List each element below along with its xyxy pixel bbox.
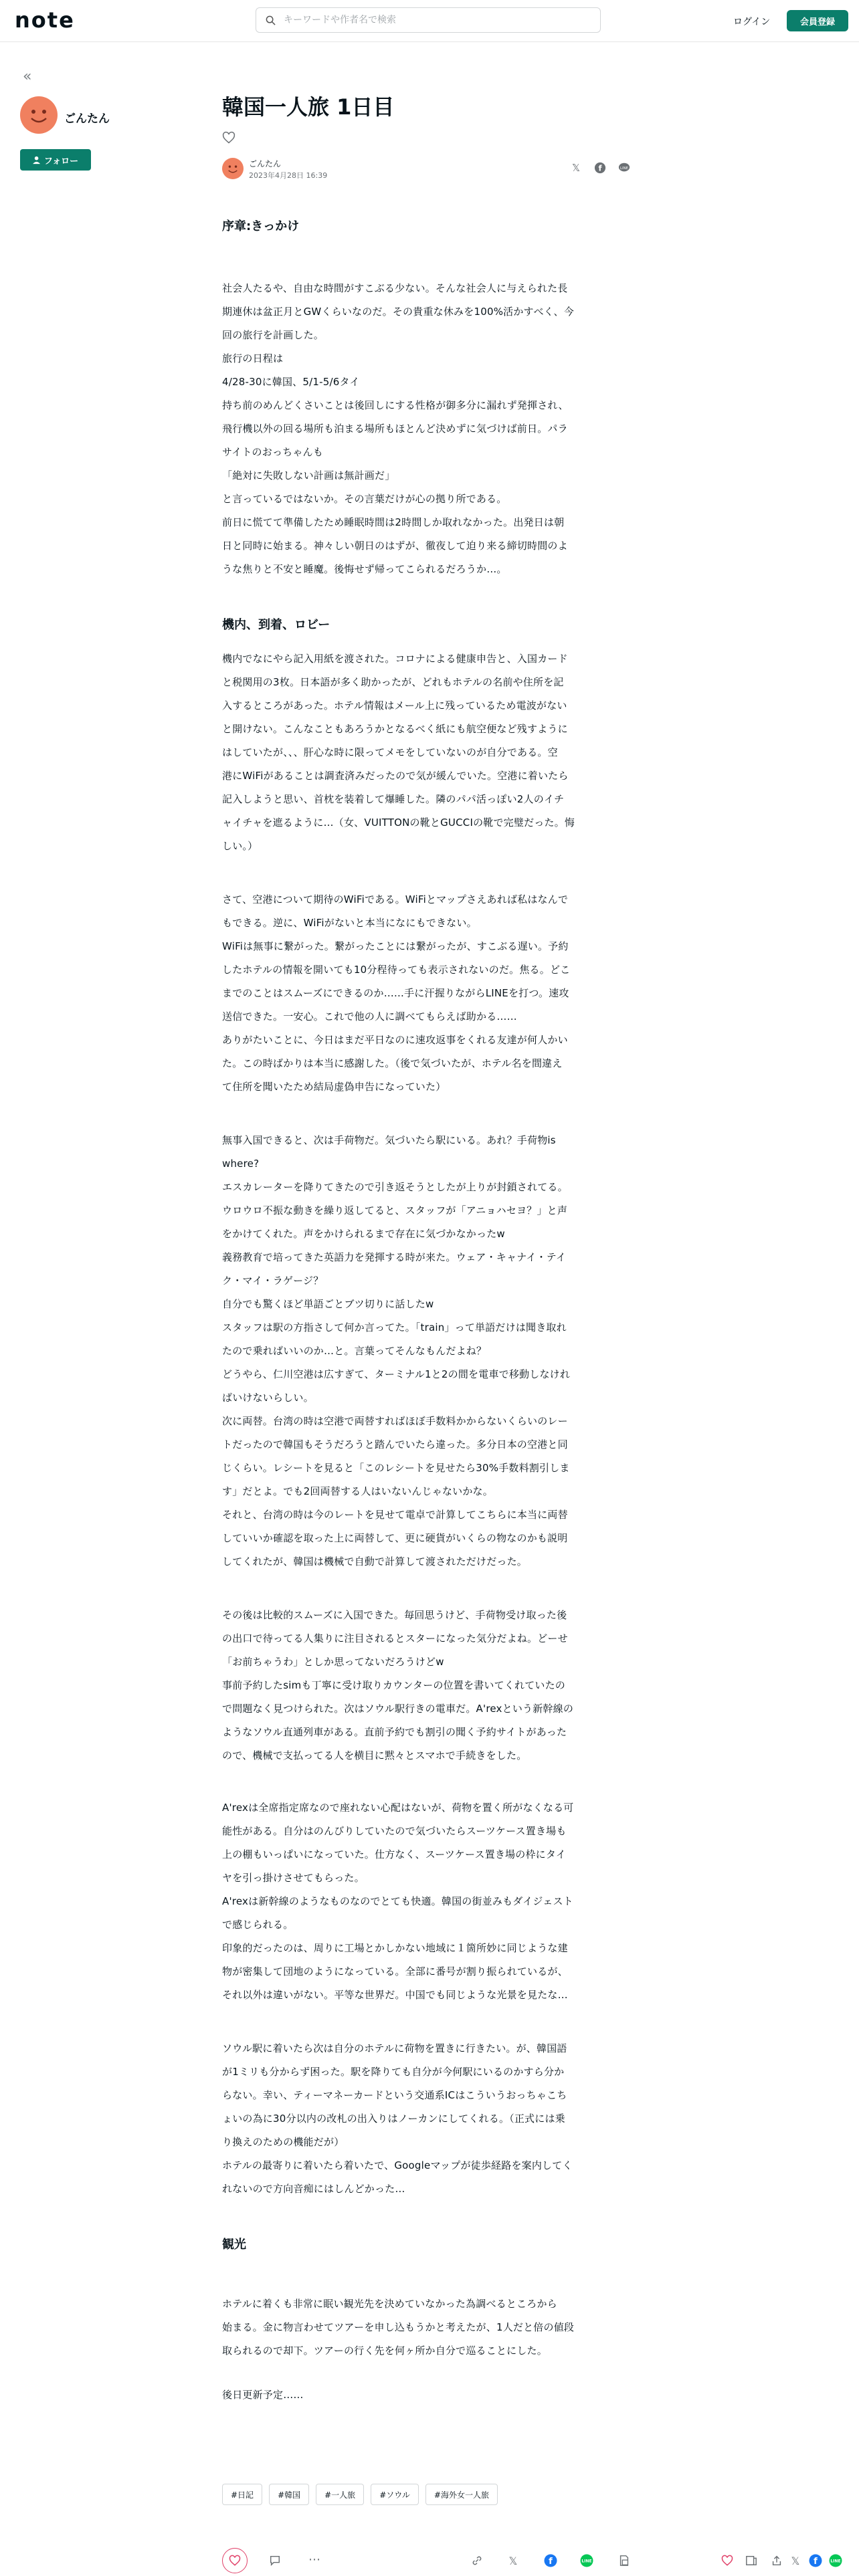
section-heading: 序章:きっかけ — [222, 219, 300, 233]
line-icon[interactable] — [579, 2553, 594, 2568]
facebook-icon[interactable] — [808, 2553, 823, 2568]
paragraph: ホテルに着くも非常に眠い観光先を決めていなかった為調べるところから 始まる。金に物言わせてツアーを申し込もうかと考えたが、1人だと倍の値段 取られるので却下。ツアーの行く先を何ヶ所か自分で巡ることにした。 — [222, 2298, 575, 2357]
svg-text:f: f — [549, 2557, 553, 2567]
hashtag[interactable]: #一人旅 — [316, 2484, 364, 2505]
hashtag-list — [222, 2484, 498, 2505]
follow-label: フォロー — [43, 156, 79, 167]
heart-icon[interactable] — [222, 131, 235, 144]
hashtag[interactable]: #日記 — [222, 2484, 262, 2505]
note-logo[interactable]: note — [15, 7, 75, 33]
search-input[interactable] — [282, 14, 579, 26]
share-icons — [569, 160, 632, 175]
author-name-small[interactable]: ごんたん — [249, 159, 282, 169]
login-link[interactable]: ログイン — [733, 17, 771, 27]
paragraph: 社会人たるや、自由な時間がすこぶる少ない。そんな社会人に与えられた長 期連休は盆正月とGWくらいなのだ。その貴重な休みを100%活かすべく、今 回の旅行を計画した。 旅行の日程は 4/28-30に韓国、5/1-5/6タイ 持ち前のめんどくさいことは後回しにする性格が御多分に漏れず発揮され、 飛行機以外の回る場所も泊まる場所もほとんど決めずに気づけば前日。パラ サイトのおっちゃんも 「絶対に失敗しない計画は無計画だ」 と言っているではないか。その言葉だけが心の拠り所である。 前日に慌てて準備したため睡眠時間は2時間しか取れなかった。出発日は朝 日と同時に始まる。神々しい朝日のはずが、徹夜して迫り来る締切時間のよ うな焦りと不安と睡魔。後悔せず帰ってこられるだろうか…。 — [222, 282, 574, 575]
line-icon[interactable] — [617, 160, 632, 175]
comment-icon[interactable] — [268, 2553, 282, 2568]
svg-text:f: f — [598, 163, 602, 173]
paragraph: ソウル駅に着いたら次は自分のホテルに荷物を置きに行きたい。が、韓国語 が1ミリも分からず困った。駅を降りても自分が今何駅にいるのかすら分か らない。幸い、ティーマネーカードという交通系ICはこういうおっちゃこち ょいの為に30分以内の改札の出入りはノーカンにしてくれる。（正式には乗 り換えのための機能だが） ホテルの最寄りに着いたら着いたで、Googleマップが徒歩経路を案内してく れないので方向音痴にはしんどかった… — [222, 2042, 573, 2195]
more-icon[interactable]: ⋯ — [308, 2552, 320, 2567]
article-action-bar — [0, 2547, 859, 2576]
hashtag[interactable]: #韓国 — [269, 2484, 309, 2505]
paragraph: 後日更新予定…… — [222, 2389, 304, 2401]
hashtag[interactable]: #海外女一人旅 — [425, 2484, 498, 2505]
heart-icon[interactable] — [222, 2548, 248, 2573]
facebook-icon[interactable] — [543, 2553, 558, 2568]
search-icon — [266, 15, 276, 25]
x-icon[interactable]: 𝕏 — [571, 162, 581, 174]
section-heading: 機内、到着、ロビー — [222, 618, 330, 632]
svg-text:LINE: LINE — [620, 166, 628, 171]
svg-text:f: f — [814, 2557, 818, 2567]
author-avatar-small[interactable] — [222, 158, 244, 179]
line-icon[interactable] — [828, 2553, 843, 2568]
author-avatar[interactable] — [20, 96, 58, 134]
heart-icon[interactable] — [720, 2553, 735, 2568]
search-box[interactable] — [256, 7, 601, 33]
user-plus-icon — [33, 156, 41, 165]
svg-text:LINE: LINE — [581, 2559, 592, 2564]
paragraph: さて、空港について期待のWiFiである。WiFiとマップさえあれば私はなんで もできる。逆に、WiFiがないと本当になにもできない。 WiFiは無事に繋がった。繋がったことには繋がったが、すこぶる遅い。予約 したホテルの情報を開いても10分程待っても表示されないのだ。焦る。どこ までのことはスムーズにできるのか……手に汗握りながらLINEを打つ。速攻 送信できた。一安心。これで他の人に調べてもらえば助かる…… ありがたいことに、今日はまだ平日なのに速攻返事をくれる友達が何人かい た。この時ばかりは本当に感謝した。（後で気づいたが、ホテル名を間違え て住所を聞いたため結局虚偽申告になっていた） — [222, 893, 571, 1093]
paragraph: A'rexは全席指定席なので座れない心配はないが、荷物を置く所がなくなる可 能性がある。自分はのんびりしていたので気づいたらスーツケース置き場も 上の棚もいっぱいになっていた。仕方なく、スーツケース置き場の枠にタイ ヤを引っ掛けさせてもらった。 A'rexは新幹線のようなものなのでとても快適。韓国の街並みもダイジェスト で感じられる。 印象的だったのは、周りに工場とかしかない地域に１箇所妙に同じような建 物が密集して団地のようになっている。全部に番号が割り振られているが、 それ以外は違いがない。平等な世界だ。中国でも同じような光景を見たな… — [222, 1802, 574, 2001]
article-title: 韓国一人旅 1日目 — [222, 94, 395, 120]
svg-text:LINE: LINE — [830, 2559, 841, 2564]
follow-button[interactable] — [20, 149, 91, 171]
x-icon[interactable]: 𝕏 — [508, 2554, 518, 2567]
facebook-icon[interactable] — [593, 160, 607, 175]
collapse-sidebar-icon[interactable]: « — [23, 68, 32, 85]
publish-date: 2023年4月28日 16:39 — [249, 171, 328, 180]
magazine-icon[interactable] — [744, 2553, 759, 2568]
author-name[interactable]: ごんたん — [64, 112, 110, 126]
hashtag[interactable]: #ソウル — [371, 2484, 419, 2505]
link-icon[interactable] — [470, 2553, 484, 2568]
paragraph: 機内でなにやら記入用紙を渡された。コロナによる健康申告と、入国カード と税関用の3枚。日本語が多く助かったが、どれもホテルの名前や住所を記 入するところがあった。ホテル情報はメール上に残っているため電波がない と開けない。こんなこともあろうかとなるべく紙にも航空便など残すように はしていたが、、、肝心な時に限ってメモをしていないのが自分である。空 港にWiFiがあることは調査済みだったので気が緩んでいた。空港に着いたら 記入しようと思い、首枕を装着して爆睡した。隣のパパ活っぽい2人のイチ ャイチャを遮るように…（女、VUITTONの靴とGUCCIの靴で完璧だった。悔 しい。） — [222, 653, 575, 852]
paragraph: その後は比較的スムーズに入国できた。毎回思うけど、手荷物受け取った後 の出口で待ってる人集りに注目されるとスターになった気分だよね。どーせ 「お前ちゃうわ」としか思ってないだろうけどw 事前予約したsimも丁寧に受け取りカウンターの位置を書いてくれていたの で問題なく見つけられた。次はソウル駅行きの電車だ。A'rexという新幹線の ようなソウル直通列車がある。直前予約でも割引の聞く予約サイトがあった ので、機械で支払ってる人を横目に黙々とスマホで手続きをした。 — [222, 1609, 574, 1761]
bookmark-icon[interactable] — [617, 2553, 632, 2568]
share-icon[interactable] — [769, 2553, 784, 2568]
x-icon[interactable]: 𝕏 — [791, 2554, 800, 2567]
site-header — [0, 0, 859, 42]
section-heading: 観光 — [222, 2238, 246, 2252]
paragraph: 無事入国できると、次は手荷物だ。気づいたら駅にいる。あれ？手荷物is where? エスカレーターを降りてきたので引き返そうとしたが上りが封鎖されてる。 ウロウロ不振な動きを繰り返してると、スタッフが「アニョハセヨ？」と声 をかけてくれた。声をかけられるまで存在に気づかなかったw 義務教育で培ってきた英語力を発揮する時が来た。ウェア・キャナイ・テイ ク・マイ・ラゲージ？ 自分でも驚くほど単語ごとブツ切りに話したw スタッフは駅の方指さして何か言ってた。「train」って単語だけは聞き取れ たので乗ればいいのか…と。言葉ってそんなもんだよね？ どうやら、仁川空港は広すぎて、ターミナル1と2の間を電車で移動しなけれ ばいけないらしい。 次に両替。台湾の時は空港で両替すればほぼ手数料かからないくらいのレー トだったので韓国もそうだろうと踏んでいたら違った。多分日本の空港と同 じくらい。レシートを見ると「このレシートを見せたら30%手数料割引しま す」だとよ。でも2回両替する人はいないんじゃないかな。 それと、台湾の時は今のレートを見せて電卓で計算してこちらに本当に両替 していいか確認を取った上に両替して、更に硬貨がいくらの物なのかも説明 してくれたが、韓国は機械で自動で計算して渡されただけだった。 — [222, 1134, 571, 1568]
signup-button[interactable]: 会員登録 — [787, 10, 848, 31]
